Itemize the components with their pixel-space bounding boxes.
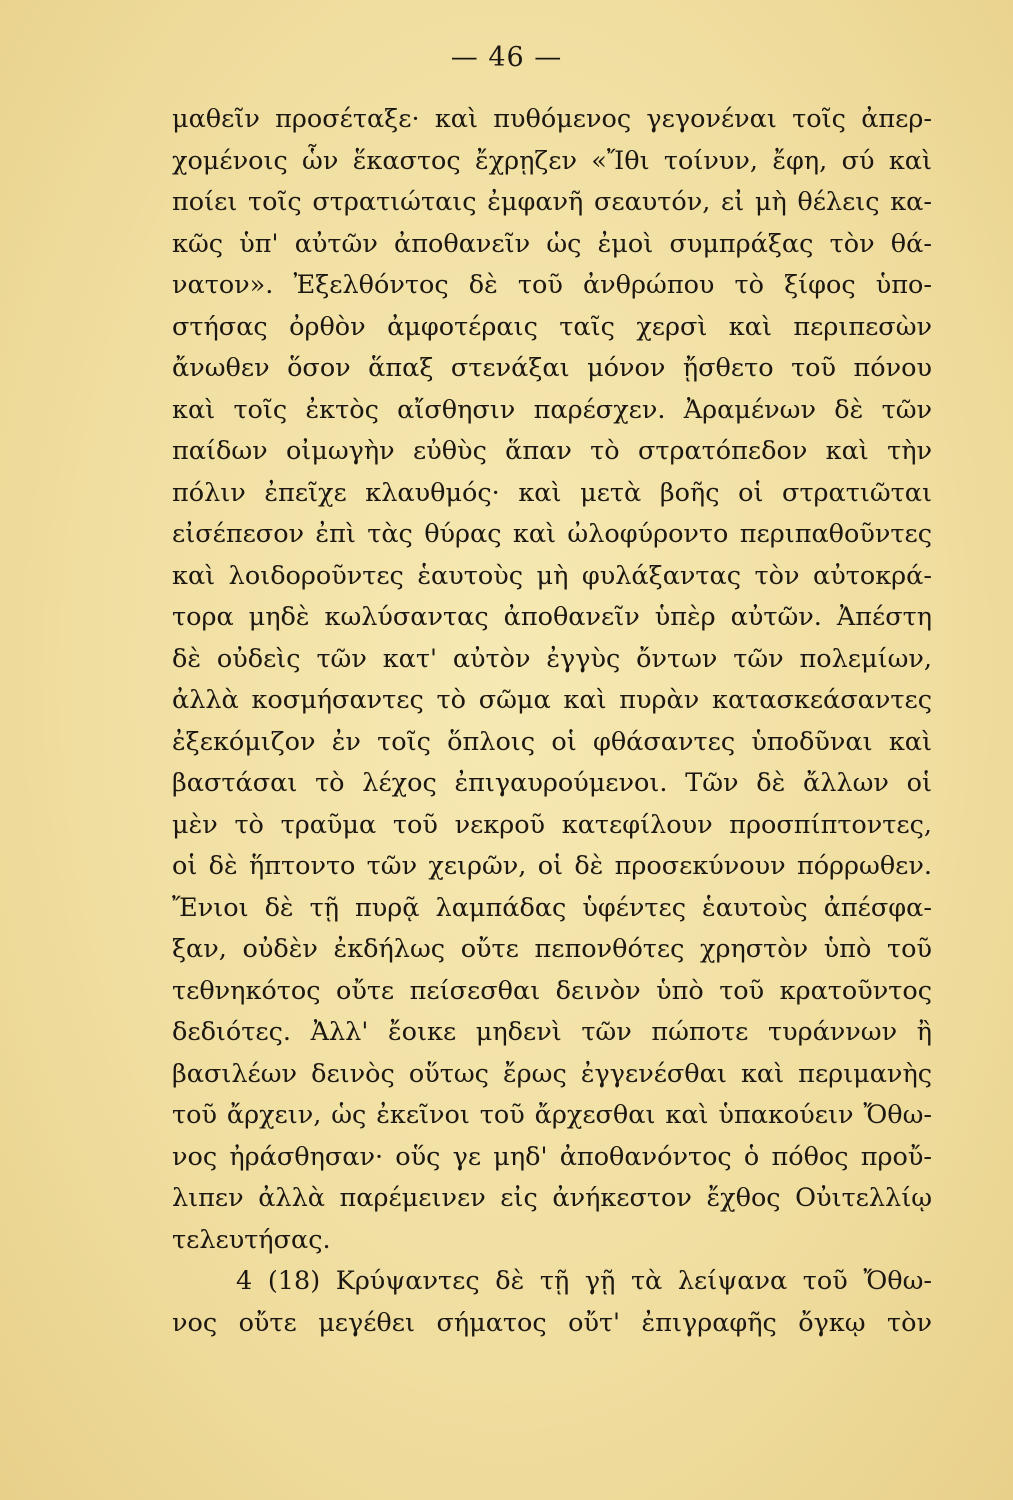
text-line: νατον». Ἐξελθόντος δὲ τοῦ ἀνθρώπου τὸ ξίφος ὑπο- <box>172 270 932 300</box>
text-line: οἱ δὲ ἥπτοντο τῶν χειρῶν, οἱ δὲ προσεκύνουν πόρρωθεν. <box>172 851 932 881</box>
text-line: στήσας ὀρθὸν ἀμφοτέραις ταῖς χερσὶ καὶ περιπεσὼν <box>172 311 932 342</box>
text-body <box>172 99 932 1344</box>
text-line: τεθνηκότος οὔτε πείσεσθαι δεινὸν ὑπὸ τοῦ κρατοῦντος <box>172 975 932 1006</box>
text-line: ἄνωθεν ὅσον ἅπαξ στενάξαι μόνον ᾔσθετο τοῦ πόνου <box>172 353 932 383</box>
text-line: παίδων οἰμωγὴν εὐθὺς ἅπαν τὸ στρατόπεδον καὶ τὴν <box>172 436 932 466</box>
text-line: βασιλέων δεινὸς οὕτως ἔρως ἐγγενέσθαι καὶ περιμανὴς <box>172 1058 932 1089</box>
text-line: δὲ οὐδεὶς τῶν κατ' αὐτὸν ἐγγὺς ὄντων τῶν πολεμίων, <box>172 643 932 674</box>
text-line: τορα μηδὲ κωλύσαντας ἀποθανεῖν ὑπὲρ αὐτῶν. Ἀπέστη <box>172 602 932 632</box>
page-number: — 46 — <box>450 42 563 73</box>
text-line: δεδιότες. Ἀλλ' ἔοικε μηδενὶ τῶν πώποτε τυράννων ἢ <box>172 1017 932 1047</box>
text-line: Ἔνιοι δὲ τῇ πυρᾷ λαμπάδας ὑφέντες ἑαυτοὺς ἀπέσφα- <box>172 892 932 923</box>
text-line: καὶ λοιδοροῦντες ἑαυτοὺς μὴ φυλάξαντας τὸν αὐτοκρά- <box>172 560 932 591</box>
text-line: ἀλλὰ κοσμήσαντες τὸ σῶμα καὶ πυρὰν κατασκεάσαντες <box>172 685 932 715</box>
text-line: τοῦ ἄρχειν, ὡς ἐκεῖνοι τοῦ ἄρχεσθαι καὶ ὑπακούειν Ὄθω- <box>172 1100 932 1130</box>
text-line: πόλιν ἐπεῖχε κλαυθμός· καὶ μετὰ βοῆς οἱ στρατιῶται <box>172 477 932 508</box>
section-start-line: 4 (18) Κρύψαντες δὲ τῇ γῇ τὰ λείψανα τοῦ Ὄθω- <box>236 1266 932 1296</box>
text-line: βαστάσαι τὸ λέχος ἐπιγαυρούμενοι. Τῶν δὲ ἄλλων οἱ <box>172 768 932 798</box>
text-line: χομένοις ὧν ἕκαστος ἔχρῃζεν «Ἴθι τοίνυν, ἔφη, σύ καὶ <box>172 145 932 176</box>
text-line: νος ἠράσθησαν· οὕς γε μηδ' ἀποθανόντος ὁ πόθος προὔ- <box>172 1141 932 1172</box>
text-line: κῶς ὑπ' αὐτῶν ἀποθανεῖν ὡς ἐμοὶ συμπράξας τὸν θά- <box>172 228 932 259</box>
text-line: ξαν, οὐδὲν ἐκδήλως οὔτε πεπονθότες χρηστὸν ὑπὸ τοῦ <box>172 934 932 964</box>
text-line: εἰσέπεσον ἐπὶ τὰς θύρας καὶ ὠλοφύροντο περιπαθοῦντες <box>172 519 932 549</box>
text-line: νος οὔτε μεγέθει σήματος οὔτ' ἐπιγραφῆς ὄγκῳ τὸν <box>172 1307 932 1338</box>
text-line: ποίει τοῖς στρατιώταις ἐμφανῆ σεαυτόν, εἰ μὴ θέλεις κα- <box>172 187 932 217</box>
text-line: μαθεῖν προσέταξε· καὶ πυθόμενος γεγονέναι τοῖς ἀπερ- <box>172 104 932 134</box>
text-line: ἐξεκόμιζον ἐν τοῖς ὅπλοις οἱ φθάσαντες ὑποδῦναι καὶ <box>172 726 932 757</box>
text-line: μὲν τὸ τραῦμα τοῦ νεκροῦ κατεφίλουν προσπίπτοντες, <box>172 809 932 840</box>
text-line: λιπεν ἀλλὰ παρέμεινεν εἰς ἀνήκεστον ἔχθος Οὐιτελλίῳ <box>172 1183 932 1213</box>
text-line: καὶ τοῖς ἐκτὸς αἴσθησιν παρέσχεν. Ἀραμένων δὲ τῶν <box>172 394 932 425</box>
paragraph-end-line: τελευτήσας. <box>172 1224 331 1255</box>
